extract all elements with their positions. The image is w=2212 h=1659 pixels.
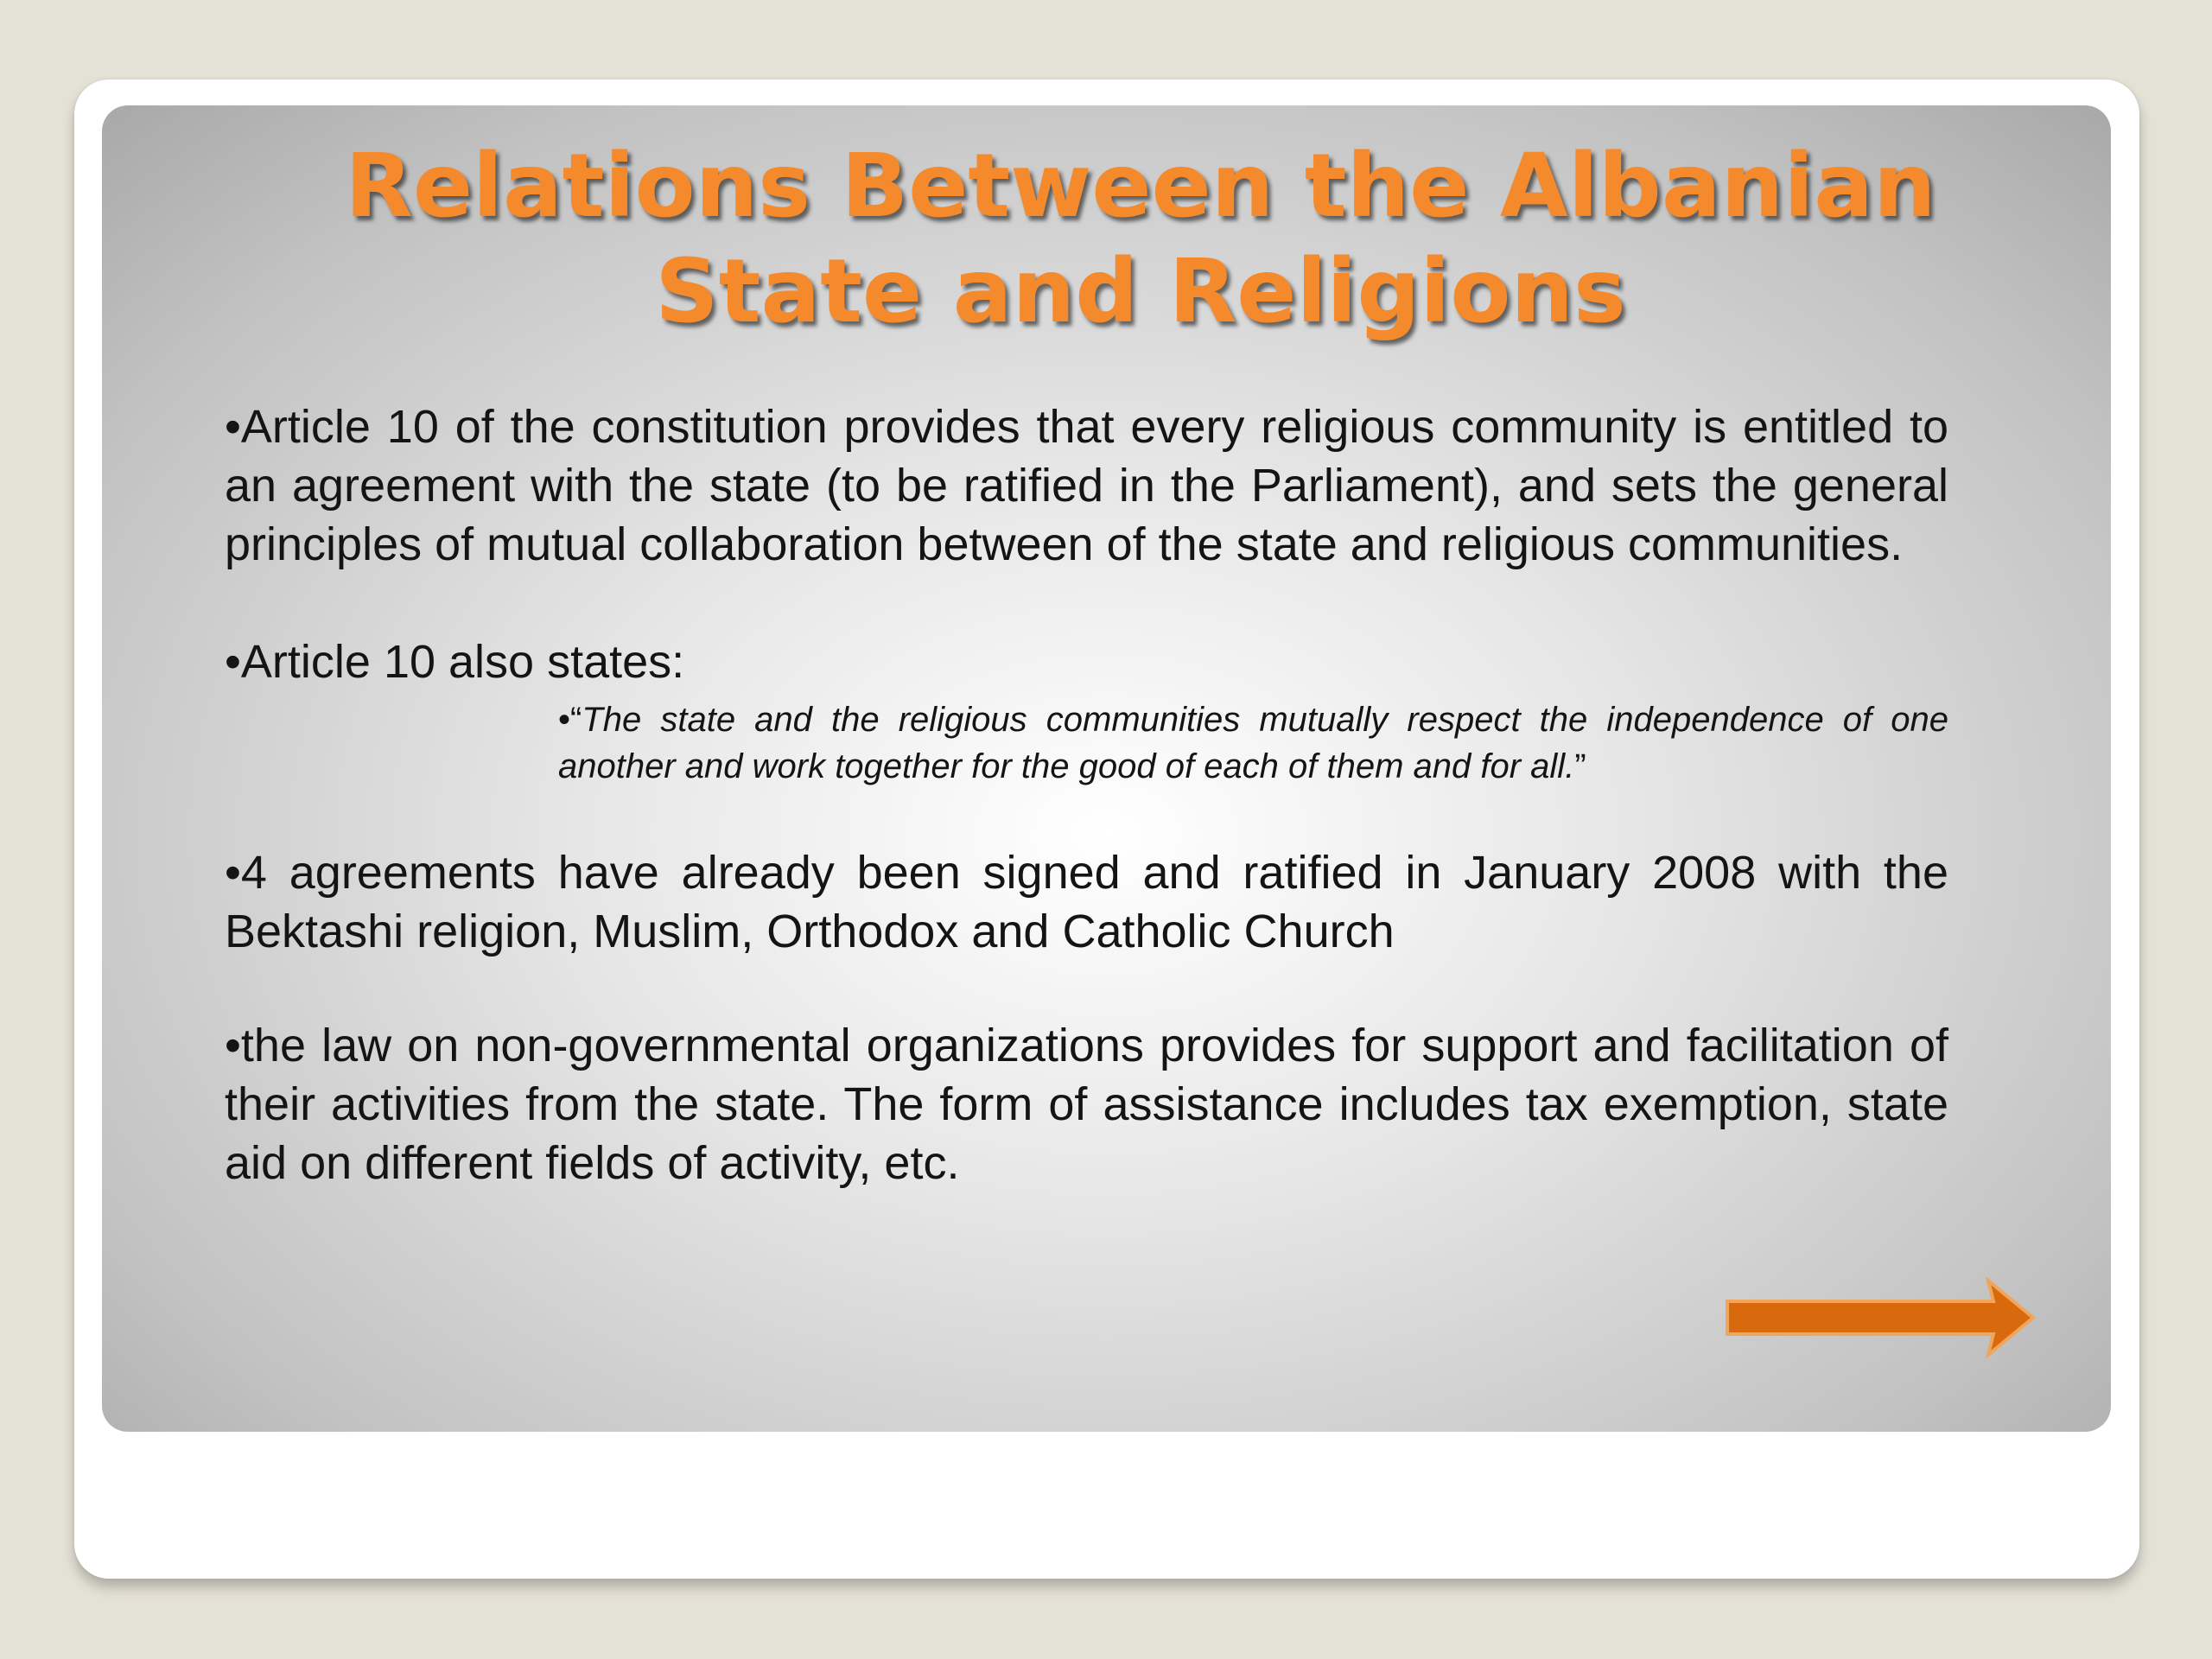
article-10-quote	[558, 696, 1948, 790]
quote-text: The state and the religious communities mutually respect the independence of one another and work together for the good of each of them and for all.	[558, 701, 1948, 785]
slide-body	[225, 397, 1948, 1192]
bullet-article-10: •Article 10 of the constitution provides that every religious community is entitled to an agreement with the state (to be ratified in the Parliament), and sets the general principles of mutual collaboration between of the state and religious communities.	[225, 401, 1948, 570]
title-line-2: State and Religions	[655, 240, 1626, 343]
slide-title	[320, 134, 1961, 345]
title-line-1: Relations Between the Albanian	[345, 135, 1936, 238]
right-arrow-icon[interactable]	[1724, 1277, 2038, 1358]
quote-bullet: •“	[558, 701, 582, 739]
bullet-article-10-also: •Article 10 also states:	[225, 636, 685, 688]
bullet-ngo-law: •the law on non-governmental organizations provides for support and facilitation of their activities from the state. The form of assistance includes tax exemption, state aid on different fields of activity, etc.	[225, 1020, 1948, 1189]
bullet-agreements: •4 agreements have already been signed and ratified in January 2008 with the Bektashi religion, Muslim, Orthodox and Catholic Church	[225, 847, 1948, 957]
quote-close: ”	[1574, 747, 1586, 785]
